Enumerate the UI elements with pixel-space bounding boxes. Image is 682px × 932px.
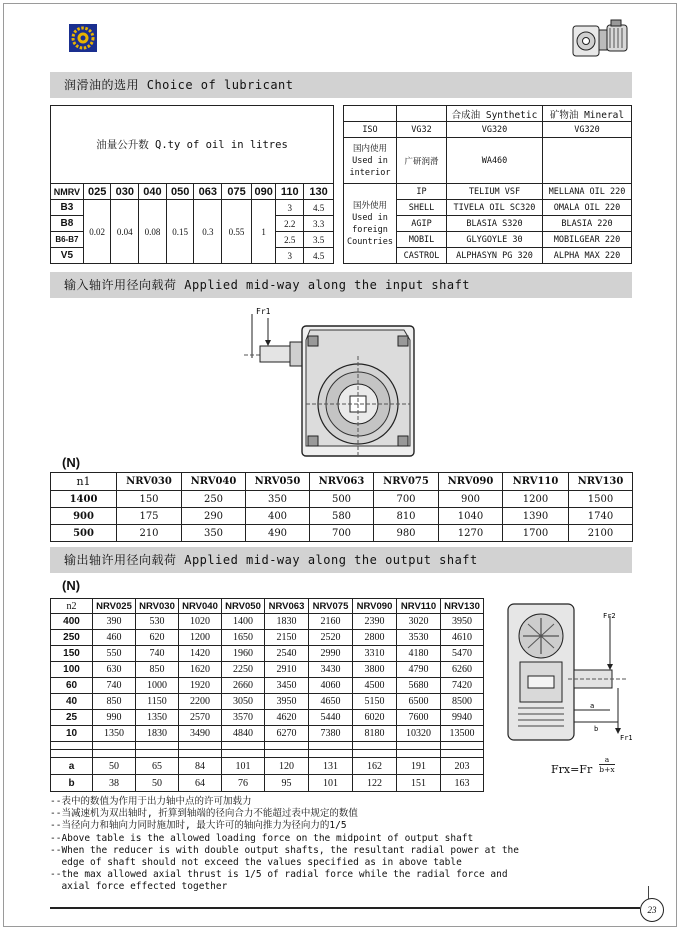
load-value: 2160 (309, 614, 353, 630)
a-label: a (51, 758, 93, 775)
table-row (51, 646, 484, 662)
position-label: B3 (51, 200, 84, 216)
oil-value: 0.3 (194, 200, 222, 264)
domestic-use-label: 国内使用 Used in interior (344, 138, 397, 184)
load-value: 1620 (179, 662, 222, 678)
load-value: 4620 (265, 710, 309, 726)
synthetic-oil: TIVELA OIL SC320 (447, 200, 543, 216)
table-row (51, 525, 633, 542)
size-header: 090 (251, 184, 276, 200)
table-row (51, 662, 484, 678)
output-unit-label: (N) (62, 578, 81, 593)
speed-label: 250 (51, 630, 93, 646)
load-value: 810 (374, 508, 439, 525)
model-header: NRV130 (569, 473, 633, 491)
oil-quantity-table (50, 105, 334, 264)
size-header: 110 (276, 184, 304, 200)
table-row (51, 710, 484, 726)
formula-denominator: b+x (599, 765, 615, 774)
load-value: 6500 (397, 694, 441, 710)
load-value: 1000 (136, 678, 179, 694)
load-value: 990 (93, 710, 136, 726)
oil-value: 0.08 (139, 200, 167, 264)
load-value: 900 (439, 491, 503, 508)
page-number-circle (640, 898, 664, 922)
a-value: 131 (309, 758, 353, 775)
load-value: 1400 (222, 614, 265, 630)
a-dimension-label: a (590, 702, 595, 710)
mineral-header: 矿物油 Mineral (543, 106, 632, 122)
table-row (51, 678, 484, 694)
model-header: NRV030 (117, 473, 182, 491)
load-value: 2570 (179, 710, 222, 726)
note-line: --表中的数值为作用于出力轴中点的许可加载力 (50, 796, 252, 807)
load-value: 580 (310, 508, 374, 525)
load-value: 4790 (397, 662, 441, 678)
formula-left: Frx=Fr (551, 763, 593, 776)
b-label: b (51, 775, 93, 792)
fr1-label: Fr1 (256, 307, 271, 316)
a-value: 191 (397, 758, 441, 775)
brand-name: MOBIL (397, 232, 447, 248)
blank-cell (344, 106, 397, 122)
load-value: 3490 (179, 726, 222, 742)
speed-label: 1400 (51, 491, 117, 508)
mineral-oil: MOBILGEAR 220 (543, 232, 632, 248)
load-value: 8500 (441, 694, 484, 710)
load-value: 2800 (353, 630, 397, 646)
model-header: NRV050 (246, 473, 310, 491)
brand-name: AGIP (397, 216, 447, 232)
a-value: 203 (441, 758, 484, 775)
load-value: 5680 (397, 678, 441, 694)
size-header: 030 (111, 184, 139, 200)
load-value: 4060 (309, 678, 353, 694)
input-shaft-drawing (244, 300, 424, 460)
blank-cell (543, 138, 632, 184)
load-value: 3800 (353, 662, 397, 678)
load-value: 1500 (569, 491, 633, 508)
b-value: 95 (265, 775, 309, 792)
load-value: 2390 (353, 614, 397, 630)
load-value: 700 (374, 491, 439, 508)
speed-label: 900 (51, 508, 117, 525)
fr1-output-label: Fr1 (620, 734, 632, 742)
load-value: 1960 (222, 646, 265, 662)
load-value: 700 (310, 525, 374, 542)
input-unit-label: (N) (62, 455, 81, 470)
load-value: 10320 (397, 726, 441, 742)
table-row (51, 758, 484, 775)
b-dimension-label: b (594, 725, 599, 733)
position-label: V5 (51, 248, 84, 264)
n2-label: n2 (51, 599, 93, 614)
mineral-oil: MELLANA OIL 220 (543, 184, 632, 200)
section-lubricant: 润滑油的选用 Choice of lubricant (50, 72, 632, 98)
speed-label: 400 (51, 614, 93, 630)
load-value: 1830 (136, 726, 179, 742)
load-value: 150 (117, 491, 182, 508)
load-value: 175 (117, 508, 182, 525)
note-line: --当径向力和轴向力同时施加时, 最大许可的轴向推力为径向力的1/5 (50, 820, 347, 832)
mineral-oil: BLASIA 220 (543, 216, 632, 232)
mineral-oil: OMALA OIL 220 (543, 200, 632, 216)
load-value: 2520 (309, 630, 353, 646)
load-value: 1350 (93, 726, 136, 742)
b-value: 122 (353, 775, 397, 792)
load-value: 460 (93, 630, 136, 646)
size-header: 075 (222, 184, 252, 200)
load-value: 13500 (441, 726, 484, 742)
synthetic-header: 合成油 Synthetic (447, 106, 543, 122)
load-value: 4180 (397, 646, 441, 662)
model-header: NRV110 (397, 599, 441, 614)
note-line: --Above table is the allowed loading force on the midpoint of output shaft (50, 832, 474, 844)
oil-value: 3.3 (304, 216, 334, 232)
oil-value: 2.2 (276, 216, 304, 232)
load-value: 7380 (309, 726, 353, 742)
load-value: 2660 (222, 678, 265, 694)
domestic-value: WA460 (447, 138, 543, 184)
load-value: 6020 (353, 710, 397, 726)
load-value: 1040 (439, 508, 503, 525)
load-value: 500 (310, 491, 374, 508)
oil-value: 3 (276, 200, 304, 216)
load-value: 2250 (222, 662, 265, 678)
load-value: 2150 (265, 630, 309, 646)
load-value: 210 (117, 525, 182, 542)
a-value: 162 (353, 758, 397, 775)
model-header: NRV025 (93, 599, 136, 614)
load-value: 3430 (309, 662, 353, 678)
model-header: NRV063 (265, 599, 309, 614)
note-line: --When the reducer is with double output shafts, the resultant radial power at the (50, 844, 519, 856)
speed-label: 60 (51, 678, 93, 694)
table-row (51, 491, 633, 508)
brand-name: IP (397, 184, 447, 200)
load-value: 1740 (569, 508, 633, 525)
oil-value: 3 (276, 248, 304, 264)
size-header: 050 (166, 184, 194, 200)
size-header: 130 (304, 184, 334, 200)
model-header: NRV050 (222, 599, 265, 614)
input-load-table (50, 472, 633, 542)
speed-label: 40 (51, 694, 93, 710)
iso-value: VG32 (397, 122, 447, 138)
model-header: NRV063 (310, 473, 374, 491)
load-value: 740 (136, 646, 179, 662)
oil-value: 0.02 (83, 200, 111, 264)
load-value: 1830 (265, 614, 309, 630)
iso-label: ISO (344, 122, 397, 138)
model-header: NRV090 (439, 473, 503, 491)
load-value: 3950 (441, 614, 484, 630)
load-value: 1150 (136, 694, 179, 710)
load-value: 3950 (265, 694, 309, 710)
load-value: 250 (182, 491, 246, 508)
brand-name: CASTROL (397, 248, 447, 264)
page-number: 23 (647, 905, 657, 915)
load-value: 5470 (441, 646, 484, 662)
load-value: 1650 (222, 630, 265, 646)
fr2-label: Fr2 (603, 612, 616, 620)
iso-value: VG320 (447, 122, 543, 138)
a-value: 65 (136, 758, 179, 775)
model-header: NRV075 (309, 599, 353, 614)
table-row (51, 726, 484, 742)
section-output-shaft: 输出轴许用径向载荷 Applied mid-way along the output shaft (50, 547, 632, 573)
load-value: 4650 (309, 694, 353, 710)
b-value: 163 (441, 775, 484, 792)
load-value: 5440 (309, 710, 353, 726)
speed-label: 150 (51, 646, 93, 662)
footer-rule (50, 907, 640, 909)
a-value: 50 (93, 758, 136, 775)
load-value: 4840 (222, 726, 265, 742)
note-line: edge of shaft should not exceed the values specified as in above table (50, 857, 462, 869)
model-header: NRV075 (374, 473, 439, 491)
size-header: 040 (139, 184, 167, 200)
load-value: 3310 (353, 646, 397, 662)
load-value: 1020 (179, 614, 222, 630)
synthetic-oil: ALPHASYN PG 320 (447, 248, 543, 264)
load-value: 4500 (353, 678, 397, 694)
b-value: 38 (93, 775, 136, 792)
load-value: 6260 (441, 662, 484, 678)
load-value: 1390 (503, 508, 569, 525)
model-header: NRV030 (136, 599, 179, 614)
table-row (51, 614, 484, 630)
position-label: B6-B7 (51, 232, 84, 248)
blank-cell (397, 106, 447, 122)
load-value: 740 (93, 678, 136, 694)
notes-block (50, 796, 519, 894)
load-value: 9940 (441, 710, 484, 726)
load-value: 3450 (265, 678, 309, 694)
load-value: 2100 (569, 525, 633, 542)
load-value: 290 (182, 508, 246, 525)
nmrv-label: NMRV (51, 184, 84, 200)
spacer-row (51, 750, 484, 758)
formula-numerator: a (599, 755, 614, 765)
b-value: 151 (397, 775, 441, 792)
load-value: 6270 (265, 726, 309, 742)
b-value: 101 (309, 775, 353, 792)
load-value: 3050 (222, 694, 265, 710)
load-value: 3020 (397, 614, 441, 630)
model-header: NRV130 (441, 599, 484, 614)
speed-label: 25 (51, 710, 93, 726)
company-logo (69, 24, 97, 52)
load-value: 850 (93, 694, 136, 710)
model-header: NRV090 (353, 599, 397, 614)
oil-value: 1 (251, 200, 276, 264)
gearbox-motor-illustration (570, 16, 632, 62)
load-value: 530 (136, 614, 179, 630)
load-value: 1420 (179, 646, 222, 662)
load-value: 7600 (397, 710, 441, 726)
load-value: 1700 (503, 525, 569, 542)
load-value: 1350 (136, 710, 179, 726)
load-value: 5150 (353, 694, 397, 710)
load-value: 1200 (503, 491, 569, 508)
domestic-brand: 广研润滑 (397, 138, 447, 184)
load-value: 350 (246, 491, 310, 508)
load-value: 2540 (265, 646, 309, 662)
synthetic-oil: BLASIA S320 (447, 216, 543, 232)
synthetic-oil: GLYGOYLE 30 (447, 232, 543, 248)
oil-value: 4.5 (304, 248, 334, 264)
oil-value: 0.04 (111, 200, 139, 264)
speed-label: 10 (51, 726, 93, 742)
b-value: 64 (179, 775, 222, 792)
model-header: NRV110 (503, 473, 569, 491)
load-value: 850 (136, 662, 179, 678)
load-value: 630 (93, 662, 136, 678)
load-value: 2990 (309, 646, 353, 662)
table-row (51, 508, 633, 525)
load-value: 1270 (439, 525, 503, 542)
load-value: 4610 (441, 630, 484, 646)
load-value: 3530 (397, 630, 441, 646)
load-value: 3570 (222, 710, 265, 726)
oil-value: 2.5 (276, 232, 304, 248)
note-line: axial force effected together (50, 881, 228, 893)
radial-load-formula (551, 754, 615, 778)
a-value: 101 (222, 758, 265, 775)
load-value: 490 (246, 525, 310, 542)
n1-label: n1 (51, 473, 117, 491)
note-line: --the max allowed axial thrust is 1/5 of radial force while the radial force and (50, 869, 508, 881)
spacer-row (51, 742, 484, 750)
load-value: 390 (93, 614, 136, 630)
model-header: NRV040 (182, 473, 246, 491)
oil-value: 3.5 (304, 232, 334, 248)
table-row (51, 775, 484, 792)
load-value: 7420 (441, 678, 484, 694)
load-value: 2910 (265, 662, 309, 678)
load-value: 550 (93, 646, 136, 662)
oil-quantity-caption: 油量公升数 Q.ty of oil in litres (51, 106, 334, 184)
load-value: 350 (182, 525, 246, 542)
model-header: NRV040 (179, 599, 222, 614)
table-row (51, 630, 484, 646)
section-input-shaft: 输入轴许用径向载荷 Applied mid-way along the input shaft (50, 272, 632, 298)
b-value: 50 (136, 775, 179, 792)
oil-value: 4.5 (304, 200, 334, 216)
brand-name: SHELL (397, 200, 447, 216)
load-value: 1920 (179, 678, 222, 694)
size-header: 025 (83, 184, 111, 200)
load-value: 1200 (179, 630, 222, 646)
mineral-oil: ALPHA MAX 220 (543, 248, 632, 264)
speed-label: 500 (51, 525, 117, 542)
speed-label: 100 (51, 662, 93, 678)
load-value: 620 (136, 630, 179, 646)
size-header: 063 (194, 184, 222, 200)
a-value: 84 (179, 758, 222, 775)
table-row (51, 694, 484, 710)
output-load-table (50, 598, 484, 792)
b-value: 76 (222, 775, 265, 792)
note-line: --当减速机为双出轴时, 折算到轴端的径向合力不能超过表中规定的数值 (50, 808, 358, 820)
load-value: 2200 (179, 694, 222, 710)
a-value: 120 (265, 758, 309, 775)
foreign-use-label: 国外使用 Used in foreign Countries (344, 184, 397, 264)
oil-value: 0.55 (222, 200, 252, 264)
lubricant-brands-table (343, 105, 632, 264)
position-label: B8 (51, 216, 84, 232)
oil-value: 0.15 (166, 200, 194, 264)
synthetic-oil: TELIUM VSF (447, 184, 543, 200)
load-value: 8180 (353, 726, 397, 742)
load-value: 980 (374, 525, 439, 542)
output-shaft-drawing (498, 596, 632, 748)
iso-value: VG320 (543, 122, 632, 138)
load-value: 400 (246, 508, 310, 525)
